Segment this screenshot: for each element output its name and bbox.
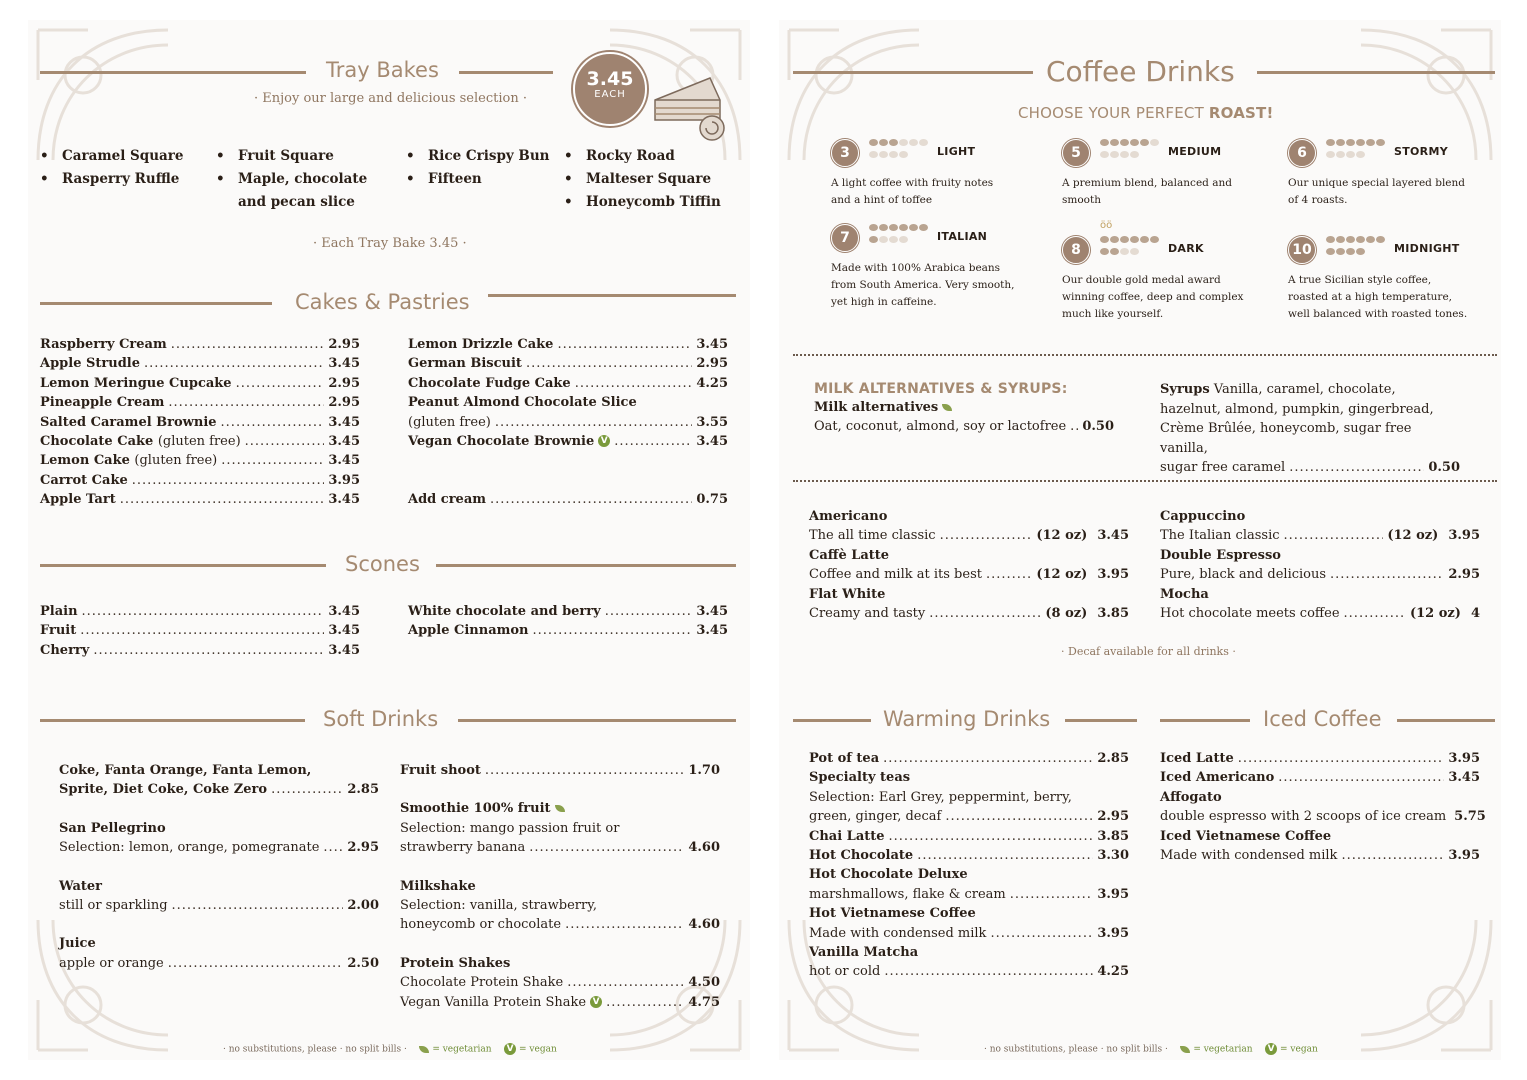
coffee-title: Coffee Drinks [1046,55,1235,88]
roast-number: 6 [1288,139,1316,167]
menu-item-name: Smoothie 100% fruit [400,801,720,820]
coffee-beans-icon [869,224,931,248]
coffee-bean [1326,139,1335,146]
coffee-bean [1110,248,1119,255]
menu-item-name: Flat White [809,586,886,602]
menu-row: double espresso with 2 scoops of ice cream 5.75 [1160,809,1486,825]
warming-title: Warming Drinks [883,707,1051,731]
coffee-bean [899,224,908,231]
menu-row: Iced Latte ..... 3.95 [1160,751,1480,770]
menu-item-name: San Pellegrino [59,820,166,836]
section-rule [458,719,736,722]
coffee-beans-icon [1326,139,1388,163]
coffee-bean [879,139,888,146]
roast-label: MEDIUM [1168,145,1222,158]
coffee-bean [869,139,878,146]
dotted-divider [793,354,1497,356]
coffee-bean [1150,139,1159,146]
menu-row: German Biscuit ..... 2.95 [408,356,728,375]
footer-note: · no substitutions, please · no split bills · = vegetarian V = vegan [223,1044,557,1055]
coffee-bean [1150,236,1159,243]
menu-item-name: Hot Vietnamese Coffee [809,906,976,922]
coffee-bean [1326,248,1335,255]
tray-bakes-title: Tray Bakes [326,58,439,82]
menu-row: Made with condensed milk ..... 3.95 [1160,848,1480,867]
coffee-bean [1100,236,1109,243]
section-rule [793,719,871,722]
menu-row: Sprite, Diet Coke, Coke Zero ..... 2.85 [59,782,379,801]
coffee-bean [869,224,878,231]
roast-subtitle: CHOOSE YOUR PERFECT ROAST! [1018,104,1274,122]
section-rule [1160,719,1250,722]
dotted-divider [793,480,1497,482]
list-item: • Maple, chocolate [216,168,367,191]
menu-item-name: Specialty teas [809,770,911,786]
menu-row: Peanut Almond Chocolate Slice [408,395,637,411]
menu-row: sugar free caramel ..... 0.50 [1160,458,1460,477]
coffee-bean [889,236,898,243]
medal-icon: ӧӧ [1100,220,1113,231]
coffee-bean [1356,151,1365,158]
menu-row: Add cream ..... 0.75 [408,492,728,511]
coffee-bean [1110,139,1119,146]
menu-row: Lemon Cake (gluten free) ..... 3.45 [40,453,360,472]
menu-row: still or sparkling ..... 2.00 [59,898,379,917]
menu-row: Oat, coconut, almond, soy or lactofree ..... 0.50 [814,419,1114,438]
section-rule [1065,719,1137,722]
menu-row: Chocolate Protein Shake ..... 4.50 [400,975,720,994]
roast-number: 7 [831,224,859,252]
vegetarian-icon [419,1046,429,1053]
menu-row: Cherry ..... 3.45 [40,643,360,662]
list-item: • Fifteen [406,168,549,191]
coffee-bean [889,139,898,146]
menu-item-name: Iced Vietnamese Coffee [1160,828,1332,844]
list-item: • Malteser Square [564,168,721,191]
menu-row: Pot of tea ..... 2.85 [809,751,1129,770]
iced-title: Iced Coffee [1263,707,1382,731]
cakes-title: Cakes & Pastries [295,290,470,314]
vegan-icon: V [504,1043,516,1055]
coffee-bean [1120,151,1129,158]
vegan-icon: V [598,435,610,447]
menu-item-name: Hot Chocolate Deluxe [809,867,968,883]
menu-row: green, ginger, decaf ..... 2.95 [809,809,1129,828]
iced-list [1160,751,1486,867]
menu-row: The Italian classic ..... (12 oz) 3.95 [1160,528,1480,547]
coffee-bean [889,151,898,158]
coffee-bean [1376,139,1385,146]
left-menu-page [28,20,750,1060]
menu-row: Lemon Drizzle Cake ..... 3.45 [408,337,728,356]
coffee-bean [1130,139,1139,146]
roast-description: A light coffee with fruity notes and a hint of toffee [831,177,994,206]
spacer [408,453,728,472]
milk-title: MILK ALTERNATIVES & SYRUPS: [814,381,1068,397]
list-item: • Honeycomb Tiffin [564,191,721,214]
menu-item-name: Coke, Fanta Orange, Fanta Lemon, [59,763,312,778]
menu-row: Pineapple Cream ..... 2.95 [40,395,360,414]
coffee-bean [1346,151,1355,158]
price-badge [573,52,647,126]
coffee-bean [899,151,908,158]
scones-title: Scones [345,552,420,576]
coffee-drinks-left [809,509,1129,625]
coffee-bean [1130,236,1139,243]
coffee-bean [1346,139,1355,146]
menu-row: Raspberry Cream ..... 2.95 [40,337,360,356]
coffee-bean [1336,248,1345,255]
coffee-bean [1336,151,1345,158]
roast-number: 8 [1062,236,1090,264]
coffee-beans-icon [869,139,931,163]
menu-item-name: Water [59,878,103,894]
coffee-bean [1366,139,1375,146]
coffee-bean [1100,248,1109,255]
menu-row: Creamy and tasty ..... (8 oz) 3.85 [809,606,1129,625]
menu-item-name: Affogato [1160,789,1222,805]
list-item: • Rocky Road [564,145,721,168]
coffee-bean [1326,236,1335,243]
footer-note: · no substitutions, please · no split bills · = vegetarian V = vegan [984,1044,1318,1055]
menu-row: Made with condensed milk ..... 3.95 [809,926,1129,945]
menu-row: strawberry banana ..... 4.60 [400,840,720,859]
coffee-bean [1326,151,1335,158]
soft-drinks-title: Soft Drinks [323,707,439,731]
menu-item-name: Cappuccino [1160,509,1246,524]
scones-list-right [408,604,728,643]
coffee-bean [1120,236,1129,243]
tray-bakes-col-1 [40,145,184,191]
coffee-bean [1336,139,1345,146]
coffee-bean [1130,248,1139,255]
roast-number: 10 [1288,236,1316,264]
menu-row: marshmallows, flake & cream ..... 3.95 [809,887,1129,906]
menu-row: hot or cold ..... 4.25 [809,964,1129,983]
section-rule [40,564,326,567]
menu-row: Vegan Vanilla Protein Shake V ..... 4.75 [400,995,720,1014]
menu-row: Carrot Cake ..... 3.95 [40,473,360,492]
tray-bakes-col-2 [216,145,367,214]
coffee-bean [1356,236,1365,243]
menu-row: Pure, black and delicious ..... 2.95 [1160,567,1480,586]
coffee-bean [879,151,888,158]
roast-label: ITALIAN [937,230,988,243]
menu-item-desc: Selection: Earl Grey, peppermint, berry, [809,789,1072,805]
menu-row: Salted Caramel Brownie ..... 3.45 [40,415,360,434]
section-rule [40,302,272,305]
menu-row: Lemon Meringue Cupcake ..... 2.95 [40,376,360,395]
coffee-bean [1100,139,1109,146]
menu-item-name: Mocha [1160,586,1209,602]
menu-row: (gluten free) ..... 3.55 [408,415,728,434]
coffee-bean [1110,151,1119,158]
menu-row: White chocolate and berry ..... 3.45 [408,604,728,623]
coffee-bean [899,139,908,146]
section-rule [40,71,306,74]
roast-label: DARK [1168,242,1204,255]
tray-bakes-col-3 [406,145,549,191]
coffee-bean [1100,151,1109,158]
section-rule [1397,719,1495,722]
coffee-beans-icon [1100,236,1162,260]
roast-label: LIGHT [937,145,976,158]
menu-row: Hot chocolate meets coffee ..... (12 oz) 4 [1160,606,1480,625]
section-rule [793,71,1033,74]
menu-item-name: Caffè Latte [809,547,890,563]
section-rule [436,564,736,567]
cakes-list-left [40,337,360,512]
vegetarian-icon [1180,1046,1190,1053]
menu-item-desc: Selection: vanilla, strawberry, [400,897,597,913]
corner-ornament [1351,910,1501,1060]
coffee-bean [909,139,918,146]
coffee-bean [879,236,888,243]
menu-row: Fruit shoot ..... 1.70 [400,763,720,782]
list-item: • Fruit Square [216,145,367,168]
roast-number: 5 [1062,139,1090,167]
coffee-beans-icon [1326,236,1388,260]
menu-item-name: Vanilla Matcha [809,944,919,960]
coffee-bean [919,139,928,146]
menu-row: Plain ..... 3.45 [40,604,360,623]
coffee-bean [879,224,888,231]
decaf-note: · Decaf available for all drinks · [1061,645,1236,658]
vegetarian-icon [555,805,565,812]
roast-description: Our double gold medal award winning coffee, deep and complex much like yourself. [1062,274,1244,320]
menu-row: honeycomb or chocolate ..... 4.60 [400,917,720,936]
roast-description: A true Sicilian style coffee, roasted at a high temperature, well balanced with roasted tones. [1288,274,1468,320]
tray-bakes-subtitle: · Enjoy our large and delicious selection · [254,91,527,106]
roast-number: 3 [831,139,859,167]
menu-item-name: Milk alternatives [814,400,1114,419]
coffee-bean [1110,236,1119,243]
cake-slice-icon [650,70,732,142]
menu-item-desc: Selection: mango passion fruit or [400,820,620,836]
coffee-bean [1120,139,1129,146]
menu-row: Chocolate Fudge Cake ..... 4.25 [408,376,728,395]
badge-price: 3.45 [586,68,634,90]
list-item: • Rasperry Ruffle [40,168,184,191]
scones-list-left [40,604,360,662]
section-rule [1257,71,1495,74]
coffee-bean [1336,236,1345,243]
menu-row: Chai Latte ..... 3.85 [809,829,1129,848]
coffee-bean [889,224,898,231]
list-item: • Rice Crispy Bun [406,145,549,168]
menu-row: Fruit ..... 3.45 [40,623,360,642]
coffee-bean [869,151,878,158]
coffee-bean [869,236,878,243]
coffee-drinks-right [1160,509,1480,625]
menu-item-name: Protein Shakes [400,955,511,971]
menu-row: Coffee and milk at its best ..... (12 oz) 3.95 [809,567,1129,586]
soft-drinks-right [400,763,720,1014]
roast-description: Made with 100% Arabica beans from South America. Very smooth, yet high in caffeine. [831,262,1015,308]
vegan-icon: V [590,996,602,1008]
roast-description: A premium blend, balanced and smooth [1062,177,1232,206]
tray-bakes-note: · Each Tray Bake 3.45 · [313,236,467,251]
coffee-bean [1140,139,1149,146]
menu-item-name: Double Espresso [1160,547,1281,563]
coffee-bean [1140,236,1149,243]
menu-row: Apple Cinnamon ..... 3.45 [408,623,728,642]
menu-row: apple or orange ..... 2.50 [59,956,379,975]
coffee-bean [899,236,908,243]
menu-row: Apple Tart ..... 3.45 [40,492,360,511]
tray-bakes-col-4 [564,145,721,214]
menu-row: Apple Strudle ..... 3.45 [40,356,360,375]
vegan-icon: V [1265,1043,1277,1055]
soft-drinks-left [59,763,379,975]
section-rule [488,294,736,297]
coffee-bean [1130,151,1139,158]
list-item: • Caramel Square [40,145,184,168]
coffee-bean [1356,248,1365,255]
right-menu-page [779,20,1501,1060]
menu-item-name: Americano [809,509,888,524]
section-rule [459,71,553,74]
menu-item-name: Juice [59,936,96,952]
milk-alternatives [814,400,1114,439]
spacer [408,473,728,492]
roast-description: Our unique special layered blend of 4 roasts. [1288,177,1465,206]
list-item: and pecan slice [238,194,355,210]
coffee-bean [909,224,918,231]
coffee-bean [1376,236,1385,243]
vegetarian-icon [942,404,952,411]
cakes-list-right [408,337,728,512]
coffee-bean [919,224,928,231]
coffee-beans-icon [1100,139,1162,163]
roast-label: MIDNIGHT [1394,242,1460,255]
coffee-bean [1356,139,1365,146]
syrups: Syrups Vanilla, caramel, chocolate, hazelnut, almond, pumpkin, gingerbread, Crème Brûlée, honeycomb, sugar free vanilla, sugar free caramel ..... 0.50 [1160,380,1460,477]
coffee-bean [1120,248,1129,255]
menu-row: Selection: lemon, orange, pomegranate ..... 2.95 [59,840,379,859]
menu-item-name: Milkshake [400,878,476,894]
menu-row: Vegan Chocolate Brownie V ..... 3.45 [408,434,728,453]
menu-row: Chocolate Cake (gluten free) ..... 3.45 [40,434,360,453]
menu-row: The all time classic ..... (12 oz) 3.45 [809,528,1129,547]
menu-row: Hot Chocolate ..... 3.30 [809,848,1129,867]
menu-row: Iced Americano ..... 3.45 [1160,770,1480,789]
badge-each: EACH [594,89,626,100]
roast-label: STORMY [1394,145,1448,158]
coffee-bean [1366,236,1375,243]
section-rule [40,719,305,722]
coffee-bean [1346,236,1355,243]
warming-list [809,751,1129,984]
coffee-bean [1346,248,1355,255]
